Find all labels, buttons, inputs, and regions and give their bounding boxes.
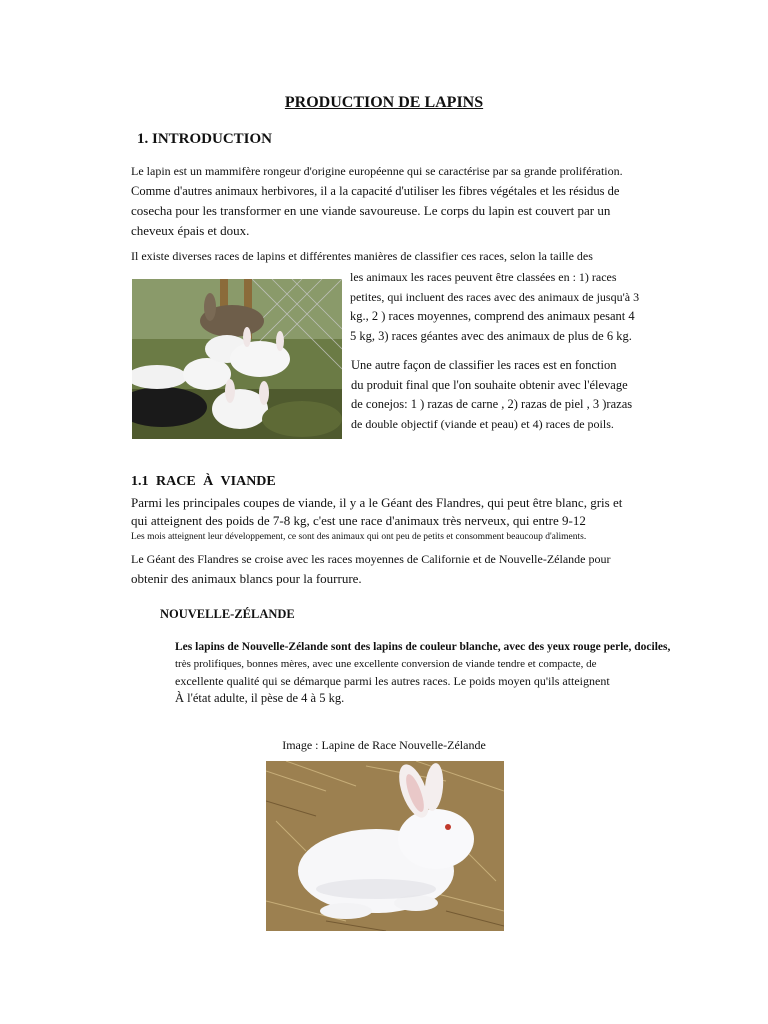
white-rabbit-photo [266,761,504,931]
intro-line: cheveux épais et doux. [131,222,250,238]
nz-paragraph [175,639,695,707]
classify-line: Une autre façon de classifier les races est en fonction [351,358,617,372]
nz-line: À l'état adulte, il pèse de 4 à 5 kg. [175,691,345,705]
intro-paragraph [131,162,651,240]
viande-paragraph [131,494,691,530]
nz-line: excellente qualité qui se démarque parmi les autres races. Le poids moyen qu'ils atteignent [175,674,610,688]
nz-bold-line: Les lapins de Nouvelle-Zélande sont des lapins de couleur blanche, avec des yeux rouge perle, dociles, [175,641,671,653]
nz-heading [160,607,295,622]
races-intro-line: Il existe diverses races de lapins et différentes manières de classifier ces races, selon la taille des [131,249,593,263]
page-title: PRODUCTION DE LAPINS [284,94,484,111]
intro-line: Comme d'autres animaux herbivores, il a la capacité d'utiliser les fibres végétales et les résidus de [131,183,620,198]
viande-cross-paragraph [131,549,631,589]
races-product-paragraph [351,356,661,434]
nz-line: très prolifiques, bonnes mères, avec une excellente conversion de viande tendre et compacte, de [175,658,597,670]
nz-heading-text: NOUVELLE-ZÉLANDE [160,607,295,621]
races-line: les animaux les races peuvent être classées en : 1) races [350,270,617,284]
classify-line: de double objectif (viande et peau) et 4) races de poils. [351,416,614,431]
intro-line: Le lapin est un mammifère rongeur d'origine européenne qui se caractérise par sa grande prolifération. [131,164,623,178]
section-heading-introduction: 1. INTRODUCTION [137,131,273,147]
viande-line: Parmi les principales coupes de viande, il y a le Géant des Flandres, qui peut être blanc, gris et [131,495,623,510]
viande-small-line: Les mois atteignent leur développement, ce sont des animaux qui ont peu de petits et consomment beaucoup d'aliments. [131,532,587,542]
viande-cross-line: Le Géant des Flandres se croise avec les races moyennes de Californie et de Nouvelle-Zélande pour [131,552,611,566]
classify-line: du produit final que l'on souhaite obtenir avec l'élevage [351,377,628,392]
classify-line: de conejos: 1 ) razas de carne , 2) razas de piel , 3 )razas [351,397,633,411]
viande-line: qui atteignent des poids de 7-8 kg, c'est une race d'animaux très nerveux, qui entre 9-12 [131,513,586,528]
image-caption: Image : Lapine de Race Nouvelle-Zélande [282,738,486,752]
intro-line: cosecha pour les transformer en une viande savoureuse. Le corps du lapin est couvert par un [131,203,611,218]
section-heading-race-viande: 1.1 RACE À VIANDE [131,474,276,489]
races-line: 5 kg, 3) races géantes avec des animaux de plus de 6 kg. [350,328,632,343]
races-size-paragraph [350,268,660,346]
races-line: petites, qui incluent des races avec des animaux de jusqu'à 3 [350,289,640,304]
rabbits-cage-photo [132,279,342,439]
races-line: kg., 2 ) races moyennes, comprend des animaux pesant 4 [350,309,635,323]
viande-cross-line: obtenir des animaux blancs pour la fourrure. [131,571,362,586]
